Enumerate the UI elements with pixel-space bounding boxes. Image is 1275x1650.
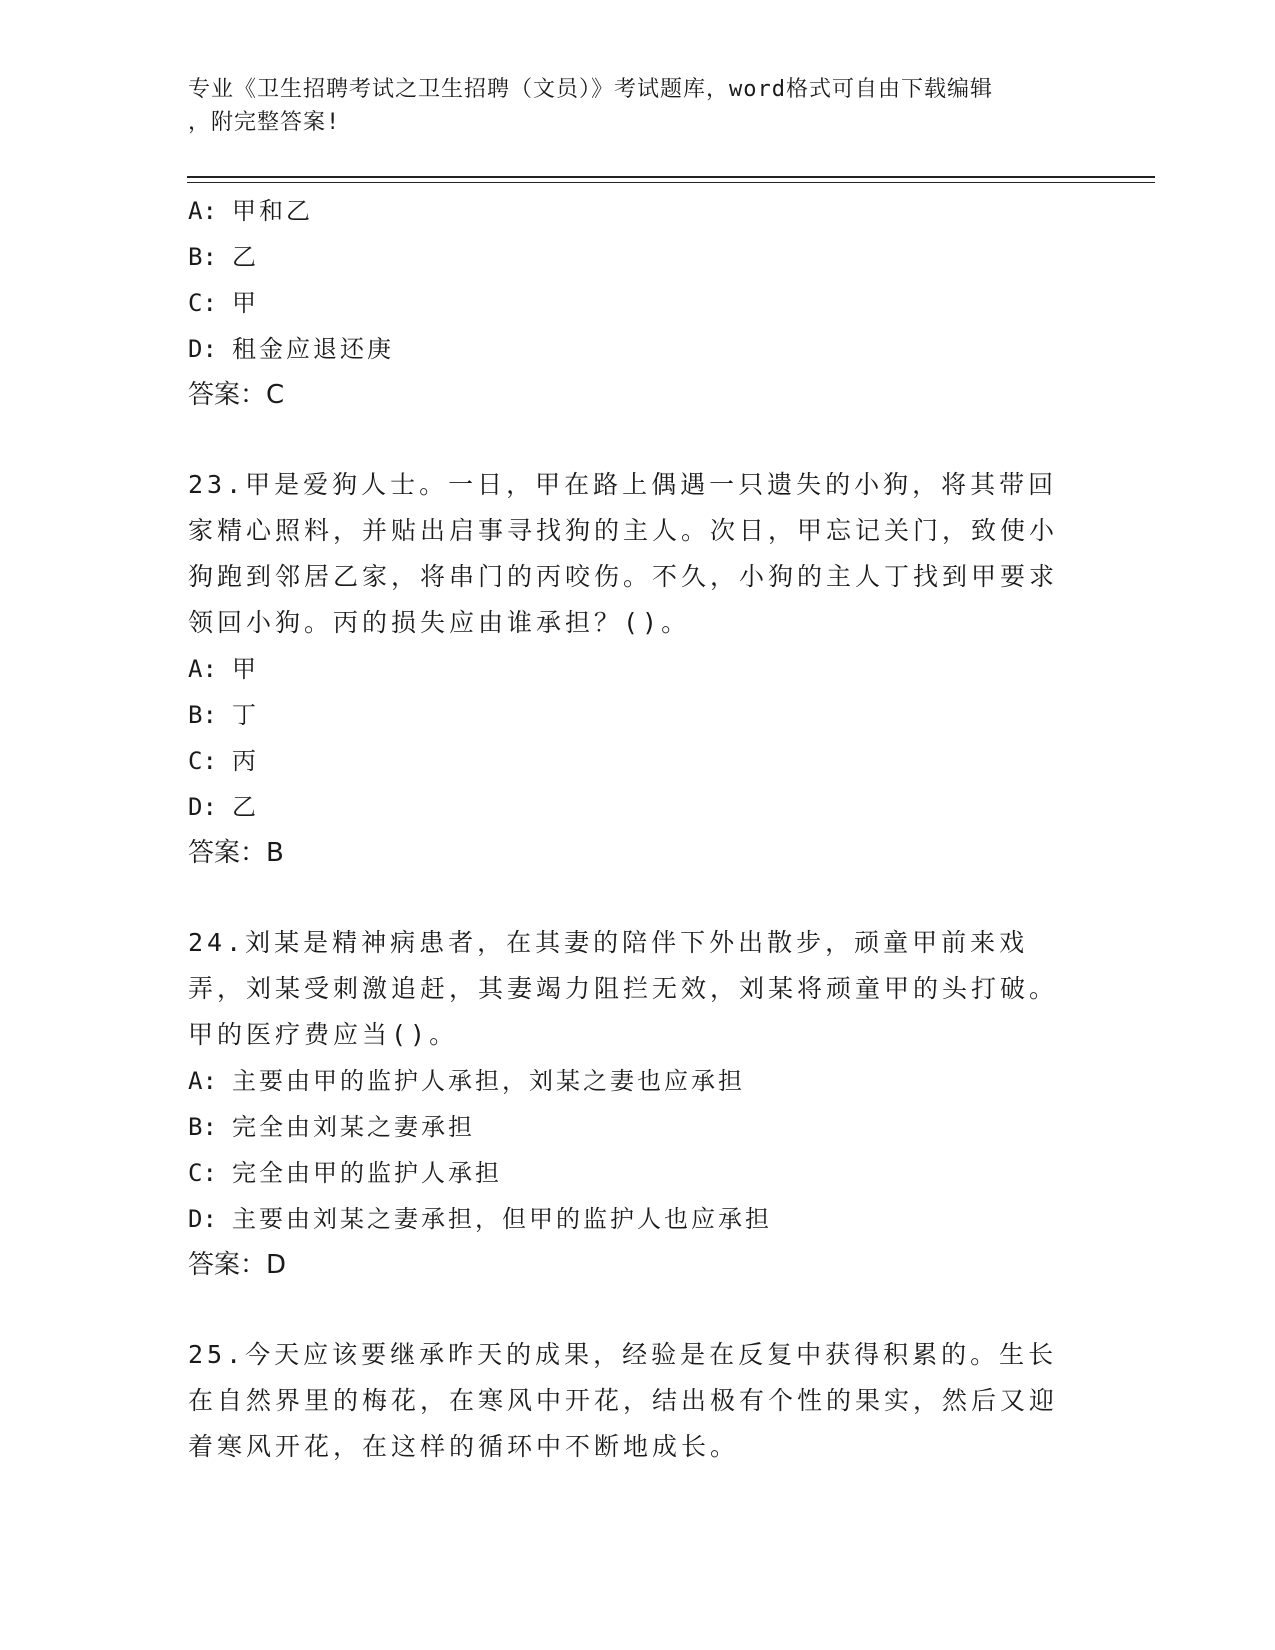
header-divider-thin <box>187 182 1155 183</box>
document-body <box>188 188 1088 1470</box>
option-text: 主要由刘某之妻承担，但甲的监护人也应承担 <box>232 1205 772 1233</box>
option-letter: B: <box>188 243 217 271</box>
option-letter: D: <box>188 335 217 363</box>
header-line-1: 专业《卫生招聘考试之卫生招聘（文员）》考试题库，word格式可自由下载编辑 <box>188 77 993 102</box>
option-b <box>188 692 1088 738</box>
option-text: 丁 <box>232 701 259 729</box>
option-letter: A: <box>188 197 217 225</box>
question-text: 25.今天应该要继承昨天的成果，经验是在反复中获得积累的。生长在自然界里的梅花，在寒风中开花，结出极有个性的果实，然后又迎着寒风开花，在这样的循环中不断地成长。 <box>188 1340 1059 1461</box>
option-letter: A: <box>188 1067 217 1095</box>
document-header <box>188 73 1068 139</box>
option-b <box>188 1104 1088 1150</box>
question-text: 24.刘某是精神病患者，在其妻的陪伴下外出散步，顽童甲前来戏弄，刘某受刺激追赶，其妻竭力阻拦无效，刘某将顽童甲的头打破。甲的医疗费应当()。 <box>188 928 1059 1049</box>
option-text: 甲 <box>232 655 259 683</box>
option-a <box>188 188 1088 234</box>
option-text: 丙 <box>232 747 259 775</box>
question-block-25 <box>188 1332 1088 1470</box>
option-letter: C: <box>188 1159 217 1187</box>
option-c <box>188 280 1088 326</box>
question-block-23 <box>188 462 1088 876</box>
option-letter: B: <box>188 1113 217 1141</box>
option-text: 甲和乙 <box>232 197 313 225</box>
option-b <box>188 234 1088 280</box>
option-text: 主要由甲的监护人承担，刘某之妻也应承担 <box>232 1067 745 1095</box>
option-c <box>188 738 1088 784</box>
option-letter: B: <box>188 701 217 729</box>
question-block-22 <box>188 188 1088 418</box>
option-text: 租金应退还庚 <box>232 335 394 363</box>
header-line-2: ，附完整答案! <box>188 110 341 135</box>
option-text: 完全由刘某之妻承担 <box>232 1113 475 1141</box>
option-text: 乙 <box>232 793 259 821</box>
option-letter: C: <box>188 747 217 775</box>
option-text: 甲 <box>232 289 259 317</box>
option-text: 完全由甲的监护人承担 <box>232 1159 502 1187</box>
answer-line: 答案：B <box>188 838 284 868</box>
question-block-24 <box>188 920 1088 1288</box>
option-d <box>188 784 1088 830</box>
option-letter: D: <box>188 1205 217 1233</box>
option-letter: A: <box>188 655 217 683</box>
question-text: 23.甲是爱狗人士。一日，甲在路上偶遇一只遗失的小狗，将其带回家精心照料，并贴出启事寻找狗的主人。次日，甲忘记关门，致使小狗跑到邻居乙家，将串门的丙咬伤。不久，小狗的主人丁找到甲要求领回小狗。丙的损失应由谁承担？()。 <box>188 470 1059 637</box>
option-letter: D: <box>188 793 217 821</box>
option-c <box>188 1150 1088 1196</box>
answer-line: 答案：D <box>188 1250 287 1280</box>
option-a <box>188 646 1088 692</box>
header-divider-thick <box>187 176 1155 178</box>
option-a <box>188 1058 1088 1104</box>
answer-line: 答案：C <box>188 380 285 410</box>
option-d <box>188 1196 1088 1242</box>
option-text: 乙 <box>232 243 259 271</box>
option-letter: C: <box>188 289 217 317</box>
option-d <box>188 326 1088 372</box>
